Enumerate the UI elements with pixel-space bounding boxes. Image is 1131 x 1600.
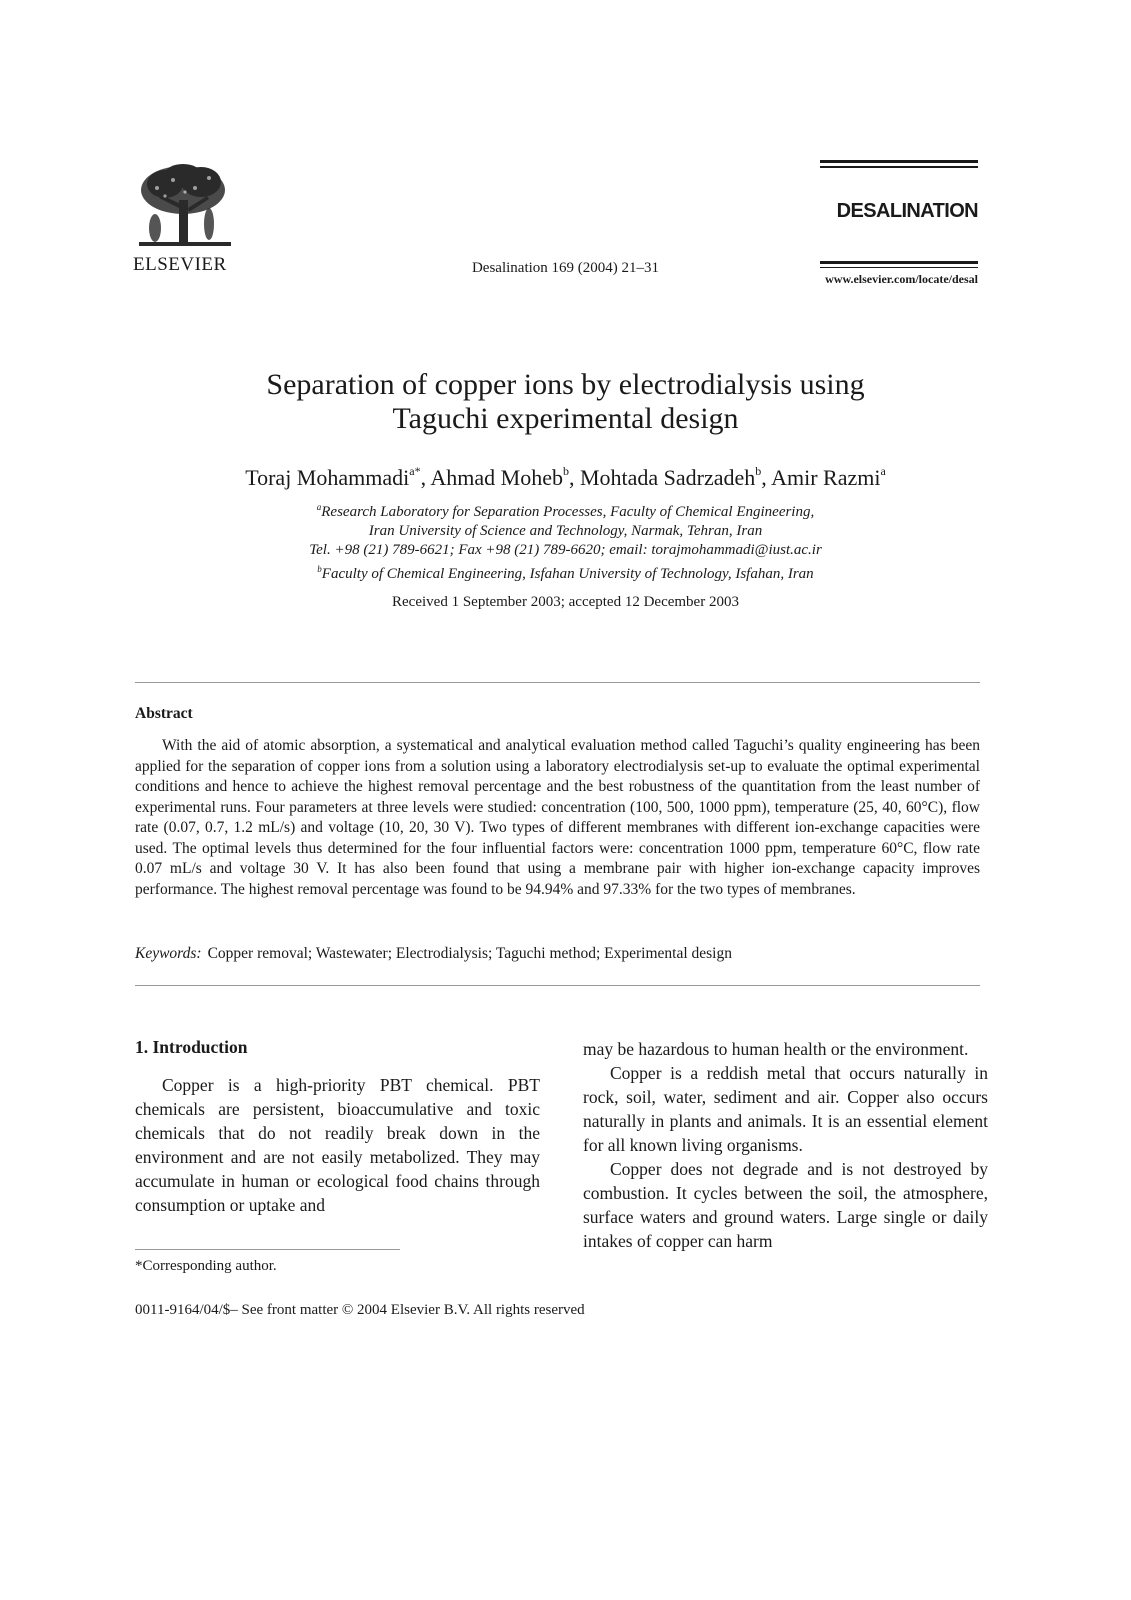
author-sup: b xyxy=(562,463,569,478)
author-list xyxy=(0,465,1131,491)
section-heading: 1. Introduction xyxy=(135,1037,248,1057)
keywords-label: Keywords: xyxy=(135,945,202,962)
paragraph: Copper does not degrade and is not destroyed by combustion. It cycles between the soil, the atmosphere, surface waters and ground waters. Large single or daily intakes of copper can harm xyxy=(583,1159,988,1251)
paragraph: may be hazardous to human health or the environment. xyxy=(583,1039,969,1059)
journal-url[interactable]: www.elsevier.com/locate/desal xyxy=(825,272,978,286)
publisher-name: ELSEVIER xyxy=(133,254,227,275)
copyright-line: 0011-9164/04/$– See front matter © 2004 Elsevier B.V. All rights reserved xyxy=(135,1302,585,1318)
affiliation-text: Faculty of Chemical Engineering, Isfahan University of Technology, Isfahan, Iran xyxy=(321,566,814,582)
author-sep: , xyxy=(568,465,580,490)
body-column-right xyxy=(583,1037,988,1253)
title-line-1: Separation of copper ions by electrodialysis using xyxy=(266,368,865,401)
body-column-left xyxy=(135,1073,540,1217)
author-sup: a* xyxy=(409,463,421,478)
journal-citation: Desalination 169 (2004) 21–31 xyxy=(471,260,660,276)
footnote: *Corresponding author. xyxy=(135,1258,277,1274)
author-name: Mohtada Sadrzadeh xyxy=(579,465,756,490)
affiliations xyxy=(0,498,1131,584)
author-sup: a xyxy=(880,463,886,478)
paragraph: Copper is a reddish metal that occurs naturally in rock, soil, water, sediment and air. Copper also occurs naturally in plants and animals. It is an essential element for all known living organisms. xyxy=(583,1063,988,1155)
affiliation-a-line-2: Iran University of Science and Technology, Narmak, Tehran, Iran xyxy=(368,523,763,539)
affiliation-text: Research Laboratory for Separation Processes, Faculty of Chemical Engineering, xyxy=(321,504,815,520)
received-dates: Received 1 September 2003; accepted 12 December 2003 xyxy=(392,594,739,610)
keywords-list: Copper removal; Wastewater; Electrodialysis; Taguchi method; Experimental design xyxy=(207,945,732,962)
author-sep: , xyxy=(420,465,431,490)
author-name: Amir Razmi xyxy=(771,465,881,490)
article-title xyxy=(0,368,1131,436)
journal-name: DESALINATION xyxy=(836,200,978,222)
abstract-text: With the aid of atomic absorption, a systematical and analytical evaluation method called Taguchi’s quality engineering has been applied for the separation of copper ions from a solution using a laboratory electrodialysis set-up to evaluate the optimal experimental conditions and hence to achieve the highest removal percentage and the best robustness of the quantitation from the least number of experimental runs. Four parameters at three levels were studied: concentration (100, 500, 1000 ppm), temperature (25, 40, 60°C), flow rate (0.07, 0.7, 1.2 mL/s) and voltage (10, 20, 30 V). Two types of different membranes with different ion-exchange capacities were used. The optimal levels thus determined for the four influential factors were: concentration 1000 ppm, temperature 60°C, flow rate 0.07 mL/s and voltage 30 V. It has also been found that using a membrane pair with higher ion-exchange capacity improves performance. The highest removal percentage was found to be 94.94% and 97.33% for the two types of membranes. xyxy=(135,737,980,898)
author-name: Toraj Mohammadi xyxy=(245,465,410,490)
affiliation-a-line-3: Tel. +98 (21) 789-6621; Fax +98 (21) 789-6620; email: torajmohammadi@iust.ac.ir xyxy=(309,542,822,558)
title-line-2: Taguchi experimental design xyxy=(392,402,739,435)
footnote-rule xyxy=(135,1249,400,1250)
affiliation-mark: a xyxy=(316,502,322,512)
author-name: Ahmad Moheb xyxy=(430,465,563,490)
paragraph: Copper is a high-priority PBT chemical. PBT chemicals are persistent, bioaccumulative and toxic chemicals that do not readily break down in the environment and are not easily metabolized. They may accumulate in human or ecological food chains through consumption or uptake and xyxy=(135,1075,540,1215)
header-rule-bottom-1 xyxy=(820,261,978,264)
affiliation-mark: b xyxy=(317,564,322,574)
header-rule-bottom-2 xyxy=(820,267,978,268)
keywords xyxy=(135,945,732,963)
header-rule-top-1 xyxy=(820,160,978,163)
abstract-bottom-rule xyxy=(135,985,980,986)
author-sep: , xyxy=(761,465,772,490)
abstract-heading: Abstract xyxy=(135,705,193,722)
header-rule-top-2 xyxy=(820,166,978,168)
affiliation-b-line-1 xyxy=(0,560,1131,584)
abstract-top-rule xyxy=(135,682,980,683)
affiliation-a-line-1 xyxy=(0,498,1131,522)
author-sup: b xyxy=(755,463,762,478)
